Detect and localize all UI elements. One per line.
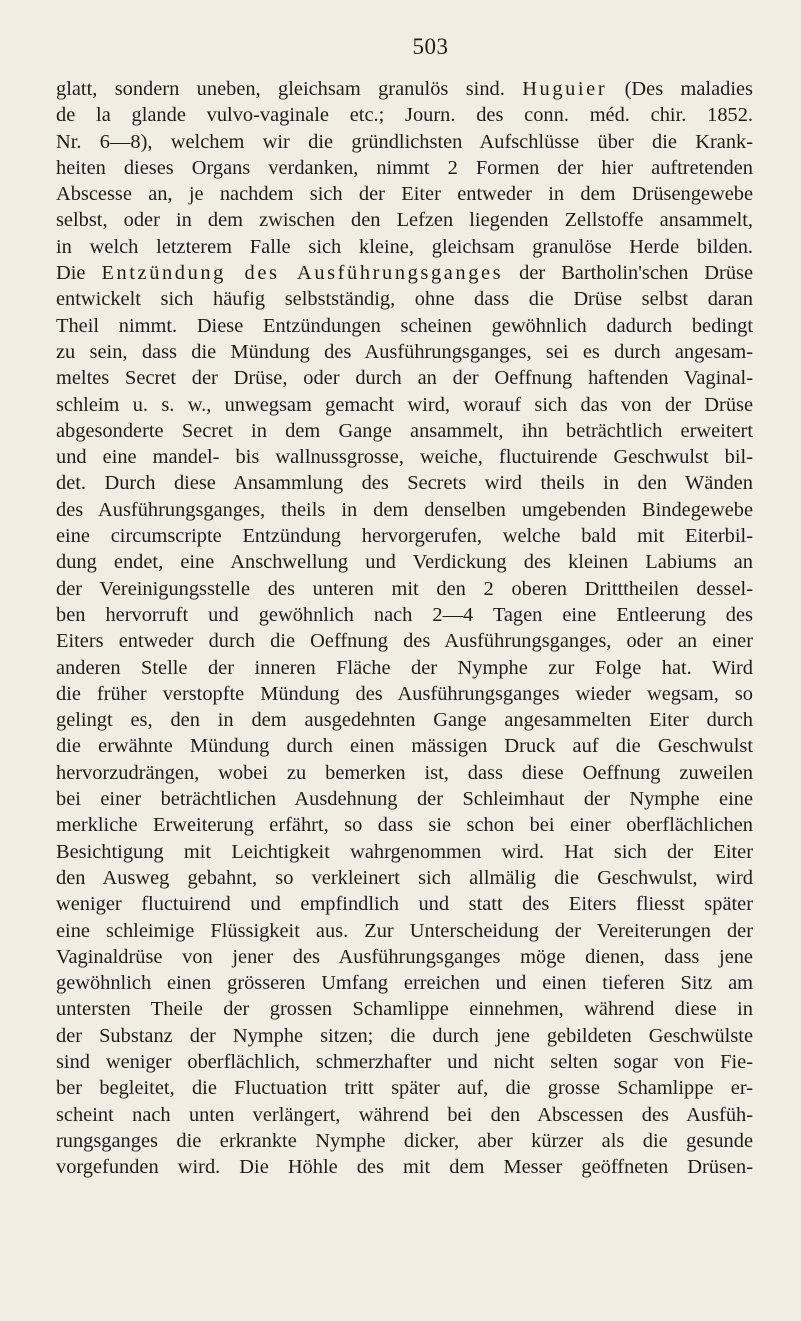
text-run: Eiters entweder durch die Oeffnung des Ausführungsganges, oder an einer [56, 630, 753, 653]
text-run: eine schleimige Flüssigkeit aus. Zur Unterscheidung der Vereiterungen der [56, 919, 753, 942]
text-run: scheint nach unten verlängert, während bei den Abscessen des Ausfüh- [56, 1103, 753, 1126]
text-line [56, 628, 753, 654]
text-run: meltes Secret der Drüse, oder durch an der Oeffnung haftenden Vaginal- [56, 367, 753, 390]
text-run: die früher verstopfte Mündung des Ausführungsganges wieder wegsam, so [56, 682, 753, 705]
text-line [56, 1049, 753, 1075]
text-line [56, 339, 753, 365]
text-line [56, 891, 753, 917]
text-run: schleim u. s. w., unwegsam gemacht wird, worauf sich das von der Drüse [56, 393, 753, 416]
text-line [56, 1023, 753, 1049]
text-run: in welch letzterem Falle sich kleine, gleichsam granulöse Herde bilden. [56, 235, 753, 258]
text-run: Die [56, 262, 102, 285]
text-line [56, 444, 753, 470]
text-run: (Des maladies [607, 78, 753, 100]
text-line [56, 918, 753, 944]
text-run: gelingt es, den in dem ausgedehnten Gange angesammelten Eiter durch [56, 709, 753, 732]
text-line [56, 996, 753, 1022]
text-run: den Ausweg gebahnt, so verkleinert sich allmälig die Geschwulst, wird [56, 866, 753, 889]
text-line [56, 970, 753, 996]
text-run: der Substanz der Nymphe sitzen; die durch jene gebildeten Geschwülste [56, 1024, 753, 1047]
text-run: sind weniger oberflächlich, schmerzhafter und nicht selten sogar von Fie- [56, 1050, 753, 1073]
text-line [56, 707, 753, 733]
text-run: bei einer beträchtlichen Ausdehnung der Schleimhaut der Nymphe eine [56, 788, 753, 811]
text-run: Theil nimmt. Diese Entzündungen scheinen gewöhnlich dadurch bedingt [56, 314, 753, 337]
text-line [56, 1102, 753, 1128]
text-run: weniger fluctuirend und empfindlich und statt des Eiters fliesst später [56, 893, 753, 916]
text-run: untersten Theile der grossen Schamlippe einnehmen, während diese in [56, 998, 753, 1021]
text-run: und eine mandel- bis wallnussgrosse, weiche, fluctuirende Geschwulst bil- [56, 446, 753, 469]
text-line [56, 865, 753, 891]
text-run: Besichtigung mit Leichtigkeit wahrgenommen wird. Hat sich der Eiter [56, 840, 753, 863]
text-run: ben hervorruft und gewöhnlich nach 2—4 Tagen eine Entleerung des [56, 603, 753, 626]
text-line [56, 392, 753, 418]
text-line [56, 497, 753, 523]
text-run: die erwähnte Mündung durch einen mässigen Druck auf die Geschwulst [56, 735, 753, 758]
text-run: abgesonderte Secret in dem Gange ansammelt, ihn beträchtlich erweitert [56, 419, 753, 442]
text-line [56, 760, 753, 786]
text-line [56, 655, 753, 681]
text-line [56, 812, 753, 838]
text-line [56, 1075, 753, 1101]
text-run: Abscesse an, je nachdem sich der Eiter entweder in dem Drüsengewebe [56, 183, 753, 206]
text-line [56, 602, 753, 628]
text-line [56, 1128, 753, 1154]
text-line [56, 76, 753, 102]
text-line [56, 733, 753, 759]
text-line [56, 839, 753, 865]
text-run: eine circumscripte Entzündung hervorgerufen, welche bald mit Eiterbil- [56, 525, 753, 548]
text-line [56, 418, 753, 444]
text-run: det. Durch diese Ansammlung des Secrets wird theils in den Wänden [56, 472, 753, 495]
text-run: ber begleitet, die Fluctuation tritt später auf, die grosse Schamlippe er- [56, 1077, 753, 1100]
text-line [56, 786, 753, 812]
text-run: anderen Stelle der inneren Fläche der Nymphe zur Folge hat. Wird [56, 656, 753, 679]
text-run: der Bartholin'schen Drüse [503, 262, 753, 285]
text-line [56, 1154, 753, 1180]
text-line [56, 549, 753, 575]
page-number: 503 [412, 34, 449, 59]
text-line [56, 129, 753, 155]
text-run: glatt, sondern uneben, gleichsam granulös sind. [56, 78, 523, 100]
text-run: heiten dieses Organs verdanken, nimmt 2 Formen der hier auftretenden [56, 156, 753, 179]
text-run: de la glande vulvo-vaginale etc.; Journ. des conn. méd. chir. 1852. [56, 104, 753, 127]
text-run: des Ausführungsganges, theils in dem denselben umgebenden Bindegewebe [56, 498, 753, 521]
text-line [56, 313, 753, 339]
text-run: rungsganges die erkrankte Nymphe dicker, aber kürzer als die gesunde [56, 1129, 753, 1152]
text-run: gewöhnlich einen grösseren Umfang erreichen und einen tieferen Sitz am [56, 972, 753, 995]
text-line [56, 155, 753, 181]
text-line [56, 181, 753, 207]
text-run: der Vereinigungsstelle des unteren mit den 2 oberen Dritttheilen dessel- [56, 577, 753, 600]
text-line [56, 286, 753, 312]
text-line [56, 102, 753, 128]
text-run: zu sein, dass die Mündung des Ausführungsganges, sei es durch angesam- [56, 340, 753, 363]
text-run: Vaginaldrüse von jener des Ausführungsganges möge dienen, dass jene [56, 945, 753, 968]
spaced-emphasis: Entzündung des Ausführungsganges [101, 262, 504, 285]
text-line [56, 470, 753, 496]
text-line [56, 944, 753, 970]
text-line [56, 234, 753, 260]
text-line [56, 576, 753, 602]
text-line [56, 365, 753, 391]
text-line [56, 207, 753, 233]
text-run: hervorzudrängen, wobei zu bemerken ist, dass diese Oeffnung zuweilen [56, 761, 753, 784]
text-run: dung endet, eine Anschwellung und Verdickung des kleinen Labiums an [56, 551, 753, 574]
body-text [56, 76, 753, 1180]
text-run: Nr. 6—8), welchem wir die gründlichsten Aufschlüsse über die Krank- [56, 130, 753, 153]
text-run: vorgefunden wird. Die Höhle des mit dem Messer geöffneten Drüsen- [56, 1156, 753, 1179]
text-run: entwickelt sich häufig selbstständig, ohne dass die Drüse selbst daran [56, 288, 753, 311]
text-run: selbst, oder in dem zwischen den Lefzen liegenden Zellstoffe ansammelt, [56, 209, 753, 232]
text-run: merkliche Erweiterung erfährt, so dass sie schon bei einer oberflächlichen [56, 814, 753, 837]
text-line [56, 681, 753, 707]
text-line [56, 523, 753, 549]
text-line [56, 260, 753, 286]
spaced-emphasis: Huguier [522, 78, 608, 100]
